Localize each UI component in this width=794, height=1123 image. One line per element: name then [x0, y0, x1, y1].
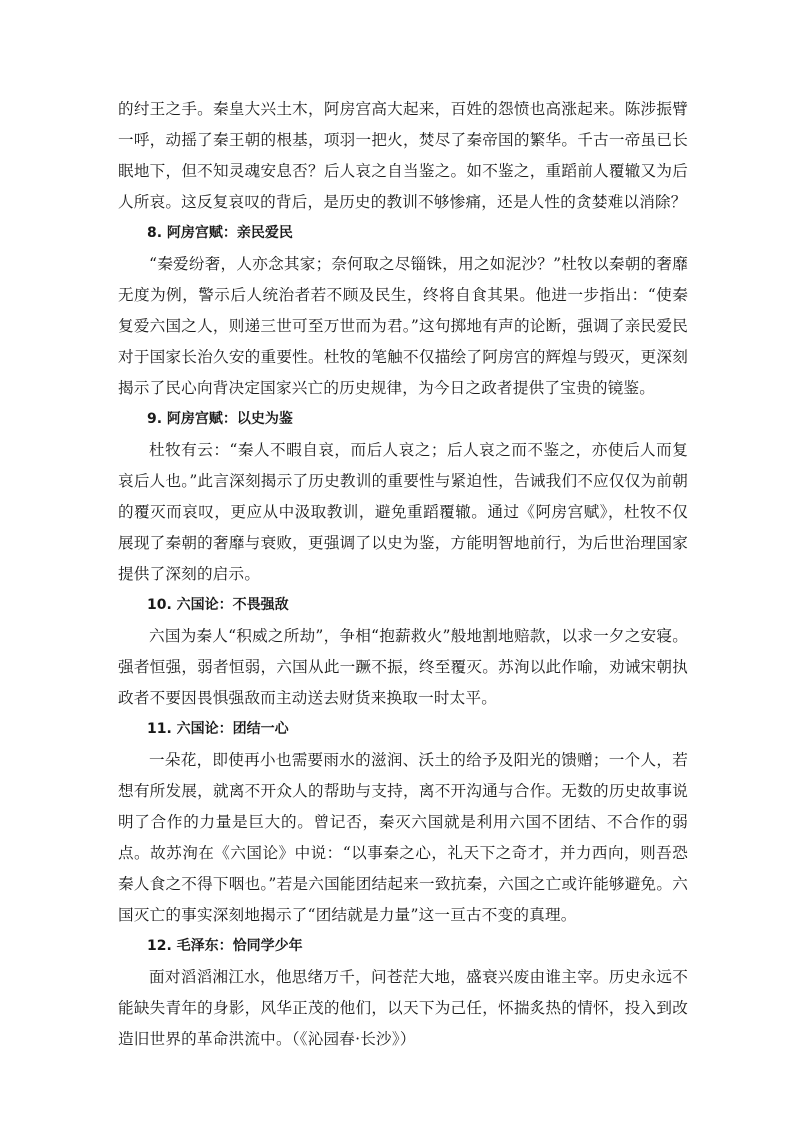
document-page — [118, 94, 688, 1055]
section-heading-9: 9. 阿房宫赋：以史为鉴 — [147, 411, 293, 427]
section-heading-11: 11. 六国论：团结一心 — [147, 721, 289, 737]
paragraph-continuation: 的纣王之手。秦皇大兴土木，阿房宫高大起来，百姓的怨愤也高涨起来。陈涉振臂一呼，动摇了秦王朝的根基，项羽一把火，焚尽了秦帝国的繁华。千古一帝虽已长眠地下，但不知灵魂安息否？后人哀之自当鉴之。如不鉴之，重蹈前人覆辙又为后人所哀。这反复哀叹的背后，是历史的教训不够惨痛，还是人性的贪婪难以消除？ — [118, 100, 688, 211]
section-body-12: 面对滔滔湘江水，他思绪万千，问苍茫大地，盛衰兴废由谁主宰。历史永远不能缺失青年的身影，风华正茂的他们，以天下为己任，怀揣炙热的情怀，投入到改造旧世界的革命洪流中。（《沁园春·长沙》） — [118, 968, 688, 1048]
section-heading-12: 12. 毛泽东：恰同学少年 — [147, 938, 303, 954]
section-body-10: 六国为秦人“积威之所劫”，争相“抱薪救火”般地割地赔款，以求一夕之安寝。强者恒强，弱者恒弱，六国从此一蹶不振，终至覆灭。苏洵以此作喻，劝诫宋朝执政者不要因畏惧强敌而主动送去财货来换取一时太平。 — [118, 627, 688, 707]
section-heading-8: 8. 阿房宫赋：亲民爱民 — [147, 225, 293, 241]
section-body-11: 一朵花，即使再小也需要雨水的滋润、沃土的给予及阳光的馈赠；一个人，若想有所发展，就离不开众人的帮助与支持，离不开沟通与合作。无数的历史故事说明了合作的力量是巨大的。曾记否，秦灭六国就是利用六国不团结、不合作的弱点。故苏洵在《六国论》中说：“以事秦之心，礼天下之奇才，并力西向，则吾恐秦人食之不得下咽也。”若是六国能团结起来一致抗秦，六国之亡或许能够避免。六国灭亡的事实深刻地揭示了“团结就是力量”这一亘古不变的真理。 — [118, 751, 688, 924]
section-body-9: 杜牧有云：“秦人不暇自哀，而后人哀之；后人哀之而不鉴之，亦使后人而复哀后人也。”此言深刻揭示了历史教训的重要性与紧迫性，告诫我们不应仅仅为前朝的覆灭而哀叹，更应从中汲取教训，避免重蹈覆辙。通过《阿房宫赋》，杜牧不仅展现了秦朝的奢靡与衰败，更强调了以史为鉴，方能明智地前行，为后世治理国家提供了深刻的启示。 — [118, 441, 688, 583]
section-body-8: “秦爱纷奢，人亦念其家；奈何取之尽锱铢，用之如泥沙？”杜牧以秦朝的奢靡无度为例，警示后人统治者若不顾及民生，终将自食其果。他进一步指出：“使秦复爱六国之人，则递三世可至万世而为君。”这句掷地有声的论断，强调了亲民爱民对于国家长治久安的重要性。杜牧的笔触不仅描绘了阿房宫的辉煌与毁灭，更深刻揭示了民心向背决定国家兴亡的历史规律，为今日之政者提供了宝贵的镜鉴。 — [118, 255, 688, 397]
section-heading-10: 10. 六国论：不畏强敌 — [147, 597, 289, 613]
